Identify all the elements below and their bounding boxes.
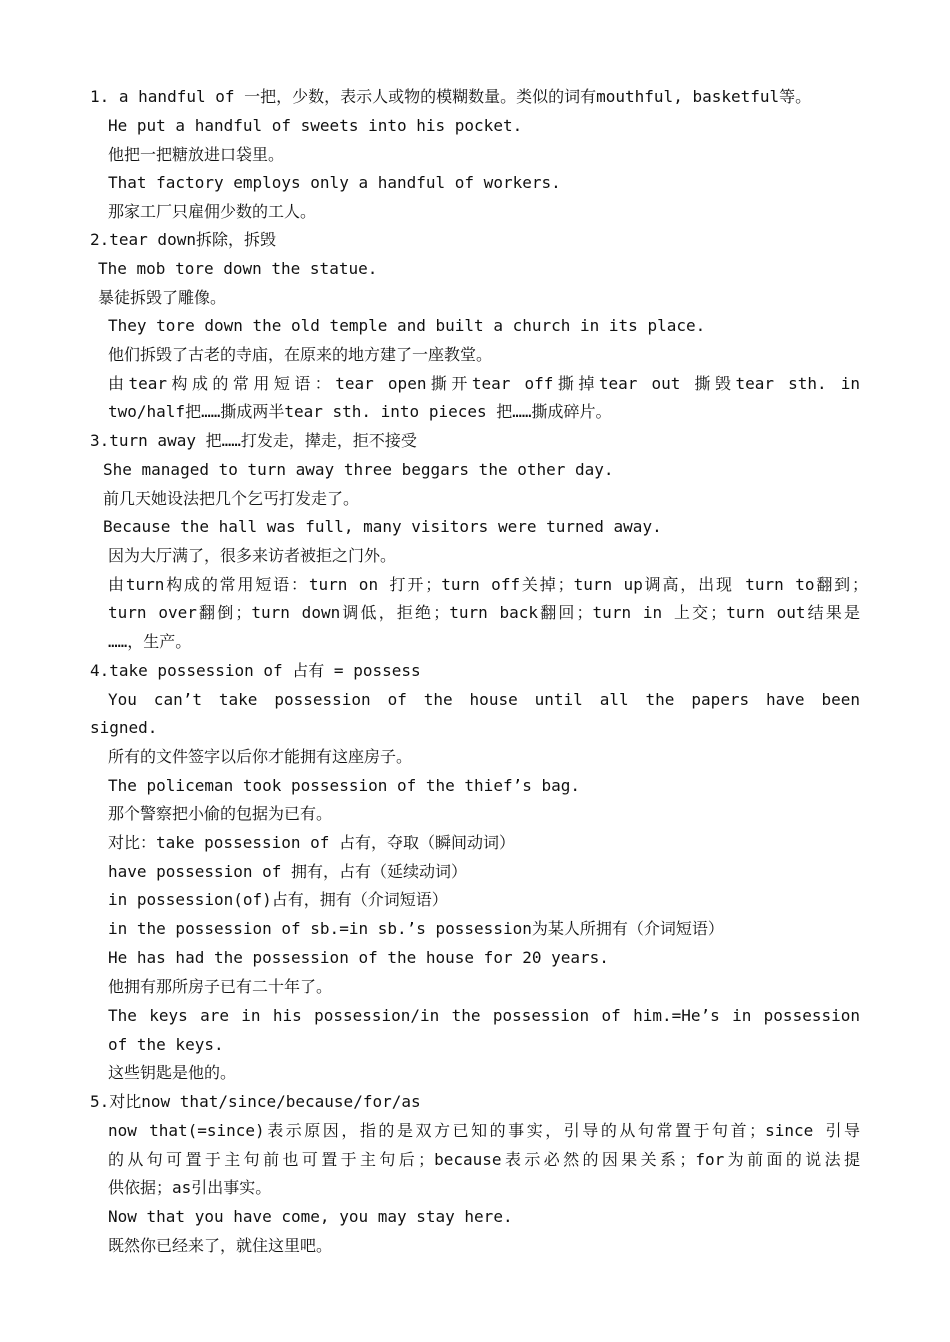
phrase-note: 由turn构成的常用短语：turn on 打开；turn off关掉；turn up调高，出现 turn to翻到； — [108, 575, 868, 594]
comparison-note: 的从句可置于主句前也可置于主句后；because表示必然的因果关系；for为前面的说法提 — [108, 1150, 860, 1169]
comparison-note: have possession of 拥有，占有（延续动词） — [108, 862, 468, 881]
comparison-note: 对比：take possession of 占有，夺取（瞬间动词） — [108, 833, 516, 852]
example-sentence: The keys are in his possession/in the possession of him.=He’s in possession — [108, 1006, 860, 1025]
example-translation: 因为大厅满了，很多来访者被拒之门外。 — [108, 546, 397, 565]
example-sentence: They tore down the old temple and built a church in its place. — [108, 316, 706, 335]
example-translation: 他拥有那所房子已有二十年了。 — [108, 977, 333, 996]
item-3-heading: 3.turn away 把……打发走，撵走，拒不接受 — [90, 431, 417, 450]
item-1-heading: 1. a handful of 一把，少数，表示人或物的模糊数量。类似的词有mouthful, basketful等。 — [90, 87, 812, 106]
example-translation: 前几天她设法把几个乞丐打发走了。 — [103, 489, 360, 508]
comparison-note: 供依据；as引出事实。 — [108, 1178, 272, 1197]
example-sentence: That factory employs only a handful of workers. — [108, 173, 561, 192]
phrase-note: turn over翻倒；turn down调低，拒绝；turn back翻回；turn in 上交；turn out结果是 — [108, 603, 860, 622]
comparison-note: in possession(of)占有，拥有（介词短语） — [108, 890, 448, 909]
item-5-heading: 5.对比now that/since/because/for/as — [90, 1092, 421, 1111]
example-sentence: Now that you have come, you may stay here. — [108, 1207, 513, 1226]
example-sentence: You can’t take possession of the house until all the papers have been — [108, 690, 860, 709]
example-sentence: Because the hall was full, many visitors were turned away. — [103, 517, 662, 536]
phrase-note: 由tear构成的常用短语：tear open撕开tear off撕掉tear out 撕毁tear sth. in — [108, 374, 860, 393]
example-translation: 这些钥匙是他的。 — [108, 1063, 237, 1082]
example-translation: 暴徒拆毁了雕像。 — [98, 288, 227, 307]
phrase-note: ……，生产。 — [108, 632, 192, 651]
example-sentence: The mob tore down the statue. — [98, 259, 378, 278]
example-sentence: signed. — [90, 718, 158, 737]
example-translation: 既然你已经来了，就住这里吧。 — [108, 1236, 333, 1255]
example-sentence: He put a handful of sweets into his pocket. — [108, 116, 523, 135]
example-translation: 所有的文件签字以后你才能拥有这座房子。 — [108, 747, 413, 766]
example-translation: 他把一把糖放进口袋里。 — [108, 145, 285, 164]
item-2-heading: 2.tear down拆除，拆毁 — [90, 230, 276, 249]
example-sentence: He has had the possession of the house for 20 years. — [108, 948, 609, 967]
example-sentence: The policeman took possession of the thief’s bag. — [108, 776, 581, 795]
phrase-note: two/half把……撕成两半tear sth. into pieces 把……撕成碎片。 — [108, 402, 612, 421]
example-translation: 那个警察把小偷的包据为已有。 — [108, 804, 333, 823]
example-sentence: of the keys. — [108, 1035, 224, 1054]
example-translation: 他们拆毁了古老的寺庙，在原来的地方建了一座教堂。 — [108, 345, 493, 364]
comparison-note: in the possession of sb.=in sb.’s possession为某人所拥有（介词短语） — [108, 919, 724, 938]
comparison-note: now that(=since)表示原因，指的是双方已知的事实，引导的从句常置于句首；since 引导 — [108, 1121, 860, 1140]
example-translation: 那家工厂只雇佣少数的工人。 — [108, 202, 317, 221]
item-4-heading: 4.take possession of 占有 = possess — [90, 661, 421, 680]
example-sentence: She managed to turn away three beggars the other day. — [103, 460, 614, 479]
